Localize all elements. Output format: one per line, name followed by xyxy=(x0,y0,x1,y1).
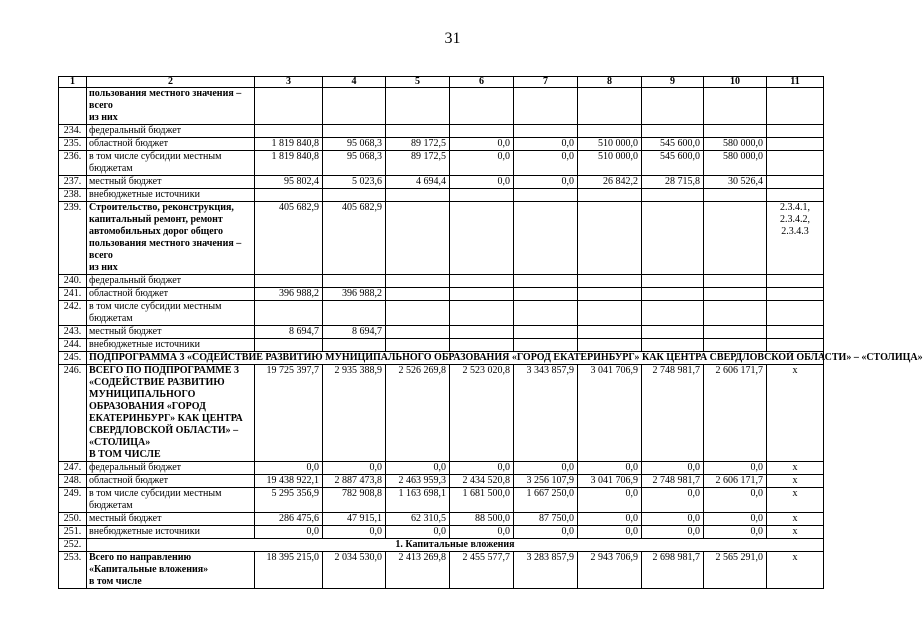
value-cell: 2 606 171,7 xyxy=(704,475,767,488)
row-label: федеральный бюджет xyxy=(87,125,255,138)
header-cell: 8 xyxy=(578,77,642,88)
row-number: 243. xyxy=(59,326,87,339)
value-cell: 0,0 xyxy=(642,488,704,513)
value-cell xyxy=(642,288,704,301)
row-label: федеральный бюджет xyxy=(87,462,255,475)
value-cell: 2 943 706,9 xyxy=(578,552,642,589)
value-cell xyxy=(323,88,386,125)
value-cell: 0,0 xyxy=(323,462,386,475)
value-cell xyxy=(767,326,824,339)
value-cell xyxy=(767,301,824,326)
row-label: в том числе субсидии местным бюджетам xyxy=(87,301,255,326)
value-cell: 88 500,0 xyxy=(450,513,514,526)
value-cell: 2 698 981,7 xyxy=(642,552,704,589)
value-cell: 3 041 706,9 xyxy=(578,365,642,462)
value-cell xyxy=(514,275,578,288)
value-cell: 0,0 xyxy=(514,138,578,151)
value-cell: 1 163 698,1 xyxy=(386,488,450,513)
value-cell xyxy=(386,339,450,352)
value-cell: 89 172,5 xyxy=(386,138,450,151)
header-cell: 7 xyxy=(514,77,578,88)
value-cell xyxy=(704,339,767,352)
row-number: 252. xyxy=(59,539,87,552)
value-cell xyxy=(255,189,323,202)
value-cell: 405 682,9 xyxy=(255,202,323,275)
value-cell xyxy=(514,88,578,125)
row-label: местный бюджет xyxy=(87,176,255,189)
value-cell: 510 000,0 xyxy=(578,151,642,176)
table-row xyxy=(59,326,824,339)
value-cell: 8 694,7 xyxy=(323,326,386,339)
value-cell: х xyxy=(767,526,824,539)
value-cell xyxy=(386,125,450,138)
row-label: в том числе субсидии местным бюджетам xyxy=(87,488,255,513)
value-cell: 18 395 215,0 xyxy=(255,552,323,589)
value-cell xyxy=(704,288,767,301)
header-cell: 10 xyxy=(704,77,767,88)
value-cell: 19 725 397,7 xyxy=(255,365,323,462)
value-cell: 545 600,0 xyxy=(642,151,704,176)
value-cell xyxy=(578,288,642,301)
value-cell xyxy=(578,326,642,339)
value-cell: 3 343 857,9 xyxy=(514,365,578,462)
value-cell: 87 750,0 xyxy=(514,513,578,526)
value-cell xyxy=(386,326,450,339)
row-label: областной бюджет xyxy=(87,475,255,488)
value-cell: 1 819 840,8 xyxy=(255,138,323,151)
row-number: 239. xyxy=(59,202,87,275)
value-cell: 30 526,4 xyxy=(704,176,767,189)
value-cell: х xyxy=(767,365,824,462)
value-cell: 2 434 520,8 xyxy=(450,475,514,488)
row-number: 251. xyxy=(59,526,87,539)
value-cell xyxy=(386,202,450,275)
value-cell xyxy=(514,326,578,339)
value-cell xyxy=(323,189,386,202)
row-number: 236. xyxy=(59,151,87,176)
row-label: Строительство, реконструкция, капитальный ремонт, ремонт автомобильных дорог общего пользования местного значения – всего из них xyxy=(87,202,255,275)
value-cell: 95 068,3 xyxy=(323,151,386,176)
table-row xyxy=(59,552,824,589)
value-cell xyxy=(578,275,642,288)
table-row xyxy=(59,176,824,189)
value-cell xyxy=(578,202,642,275)
value-cell: 1 681 500,0 xyxy=(450,488,514,513)
row-number: 238. xyxy=(59,189,87,202)
row-number: 242. xyxy=(59,301,87,326)
value-cell: 0,0 xyxy=(642,462,704,475)
value-cell xyxy=(642,301,704,326)
row-label: областной бюджет xyxy=(87,138,255,151)
value-cell: 2 455 577,7 xyxy=(450,552,514,589)
value-cell xyxy=(642,275,704,288)
table-row xyxy=(59,339,824,352)
value-cell xyxy=(450,339,514,352)
value-cell xyxy=(386,275,450,288)
value-cell: 396 988,2 xyxy=(255,288,323,301)
value-cell: 47 915,1 xyxy=(323,513,386,526)
value-cell xyxy=(767,176,824,189)
value-cell: 89 172,5 xyxy=(386,151,450,176)
value-cell xyxy=(642,339,704,352)
value-cell xyxy=(704,202,767,275)
value-cell: 2 413 269,8 xyxy=(386,552,450,589)
value-cell xyxy=(578,339,642,352)
value-cell: 28 715,8 xyxy=(642,176,704,189)
table-row xyxy=(59,189,824,202)
value-cell: 0,0 xyxy=(514,462,578,475)
value-cell: 0,0 xyxy=(514,176,578,189)
row-number: 240. xyxy=(59,275,87,288)
value-cell xyxy=(450,88,514,125)
value-cell xyxy=(255,275,323,288)
header-cell: 6 xyxy=(450,77,514,88)
value-cell: 95 802,4 xyxy=(255,176,323,189)
header-cell: 3 xyxy=(255,77,323,88)
value-cell xyxy=(255,88,323,125)
header-cell: 9 xyxy=(642,77,704,88)
value-cell xyxy=(386,301,450,326)
row-label: 1. Капитальные вложения xyxy=(87,539,824,552)
value-cell xyxy=(578,88,642,125)
value-cell xyxy=(642,88,704,125)
header-cell: 4 xyxy=(323,77,386,88)
value-cell: 510 000,0 xyxy=(578,138,642,151)
value-cell xyxy=(450,288,514,301)
value-cell: 0,0 xyxy=(578,513,642,526)
value-cell: 0,0 xyxy=(386,462,450,475)
row-label: ПОДПРОГРАММА 3 «СОДЕЙСТВИЕ РАЗВИТИЮ МУНИЦИПАЛЬНОГО ОБРАЗОВАНИЯ «ГОРОД ЕКАТЕРИНБУРГ» КАК ЦЕНТРА СВЕРДЛОВСКОЙ ОБЛАСТИ» – «СТОЛИЦА» xyxy=(87,352,824,365)
value-cell: 0,0 xyxy=(578,488,642,513)
value-cell xyxy=(514,339,578,352)
value-cell: х xyxy=(767,552,824,589)
table-row xyxy=(59,365,824,462)
table-row xyxy=(59,462,824,475)
value-cell: 26 842,2 xyxy=(578,176,642,189)
value-cell: 0,0 xyxy=(642,513,704,526)
value-cell: 580 000,0 xyxy=(704,138,767,151)
table-row xyxy=(59,513,824,526)
value-cell xyxy=(514,189,578,202)
value-cell: 0,0 xyxy=(450,462,514,475)
value-cell: 0,0 xyxy=(386,526,450,539)
value-cell xyxy=(386,288,450,301)
table-body xyxy=(59,76,923,589)
value-cell: 0,0 xyxy=(704,526,767,539)
value-cell: 4 694,4 xyxy=(386,176,450,189)
table-row xyxy=(59,88,824,125)
value-cell xyxy=(767,151,824,176)
value-cell: 0,0 xyxy=(642,526,704,539)
value-cell: 782 908,8 xyxy=(323,488,386,513)
value-cell: 580 000,0 xyxy=(704,151,767,176)
value-cell xyxy=(767,189,824,202)
value-cell xyxy=(255,339,323,352)
value-cell xyxy=(323,339,386,352)
value-cell: 1 819 840,8 xyxy=(255,151,323,176)
value-cell xyxy=(642,125,704,138)
value-cell: 2 606 171,7 xyxy=(704,365,767,462)
value-cell: 1 667 250,0 xyxy=(514,488,578,513)
table-row xyxy=(59,301,824,326)
value-cell xyxy=(450,202,514,275)
value-cell: 0,0 xyxy=(255,526,323,539)
value-cell xyxy=(767,339,824,352)
row-number: 245. xyxy=(59,352,87,365)
value-cell xyxy=(323,275,386,288)
value-cell: 2 463 959,3 xyxy=(386,475,450,488)
table-row xyxy=(59,125,824,138)
value-cell: 0,0 xyxy=(450,138,514,151)
value-cell xyxy=(255,125,323,138)
row-label: Всего по направлению «Капитальные вложения» в том числе xyxy=(87,552,255,589)
value-cell: 286 475,6 xyxy=(255,513,323,526)
value-cell: 545 600,0 xyxy=(642,138,704,151)
table-row xyxy=(59,352,824,365)
table-row xyxy=(59,138,824,151)
value-cell: х xyxy=(767,513,824,526)
value-cell xyxy=(767,88,824,125)
value-cell xyxy=(323,301,386,326)
value-cell xyxy=(578,189,642,202)
value-cell xyxy=(642,202,704,275)
value-cell xyxy=(450,275,514,288)
table-row xyxy=(59,488,824,513)
table-row xyxy=(59,202,824,275)
header-cell: 2 xyxy=(87,77,255,88)
value-cell: 2.3.4.1, 2.3.4.2, 2.3.4.3 xyxy=(767,202,824,275)
value-cell: 0,0 xyxy=(255,462,323,475)
value-cell xyxy=(704,275,767,288)
row-number: 246. xyxy=(59,365,87,462)
value-cell: 0,0 xyxy=(704,513,767,526)
value-cell xyxy=(514,125,578,138)
row-number: 241. xyxy=(59,288,87,301)
row-label: ВСЕГО ПО ПОДПРОГРАММЕ 3 «СОДЕЙСТВИЕ РАЗВИТИЮ МУНИЦИПАЛЬНОГО ОБРАЗОВАНИЯ «ГОРОД ЕКАТЕРИНБУРГ» КАК ЦЕНТРА СВЕРДЛОВСКОЙ ОБЛАСТИ» – «СТОЛИЦА» В ТОМ ЧИСЛЕ xyxy=(87,365,255,462)
table-row xyxy=(59,288,824,301)
value-cell: 0,0 xyxy=(704,488,767,513)
value-cell xyxy=(767,125,824,138)
value-cell: 5 295 356,9 xyxy=(255,488,323,513)
row-number: 248. xyxy=(59,475,87,488)
budget-table xyxy=(58,76,923,589)
value-cell: 0,0 xyxy=(514,151,578,176)
row-number: 244. xyxy=(59,339,87,352)
value-cell xyxy=(386,189,450,202)
value-cell: 0,0 xyxy=(578,462,642,475)
value-cell: 62 310,5 xyxy=(386,513,450,526)
value-cell xyxy=(323,125,386,138)
value-cell: 3 283 857,9 xyxy=(514,552,578,589)
value-cell: 2 935 388,9 xyxy=(323,365,386,462)
value-cell xyxy=(767,138,824,151)
value-cell: 2 034 530,0 xyxy=(323,552,386,589)
row-label: федеральный бюджет xyxy=(87,275,255,288)
row-number: 247. xyxy=(59,462,87,475)
header-cell: 1 xyxy=(59,77,87,88)
value-cell xyxy=(514,288,578,301)
row-label: в том числе субсидии местным бюджетам xyxy=(87,151,255,176)
row-label: местный бюджет xyxy=(87,513,255,526)
table-row xyxy=(59,151,824,176)
row-label: внебюджетные источники xyxy=(87,526,255,539)
value-cell xyxy=(704,326,767,339)
value-cell xyxy=(450,301,514,326)
value-cell: х xyxy=(767,462,824,475)
value-cell xyxy=(578,125,642,138)
value-cell: 2 565 291,0 xyxy=(704,552,767,589)
value-cell xyxy=(642,326,704,339)
value-cell: 95 068,3 xyxy=(323,138,386,151)
value-cell xyxy=(386,88,450,125)
value-cell: 2 748 981,7 xyxy=(642,365,704,462)
page-number: 31 xyxy=(444,30,461,47)
row-label: пользования местного значения – всего из них xyxy=(87,88,255,125)
row-label: местный бюджет xyxy=(87,326,255,339)
value-cell: 2 748 981,7 xyxy=(642,475,704,488)
value-cell xyxy=(514,202,578,275)
value-cell xyxy=(767,275,824,288)
value-cell xyxy=(450,326,514,339)
value-cell xyxy=(704,125,767,138)
row-number: 234. xyxy=(59,125,87,138)
value-cell xyxy=(450,125,514,138)
row-label: внебюджетные источники xyxy=(87,189,255,202)
row-number: 253. xyxy=(59,552,87,589)
row-number: 235. xyxy=(59,138,87,151)
value-cell: х xyxy=(767,475,824,488)
row-label: внебюджетные источники xyxy=(87,339,255,352)
value-cell xyxy=(642,189,704,202)
value-cell: 8 694,7 xyxy=(255,326,323,339)
value-cell: 0,0 xyxy=(323,526,386,539)
row-label: областной бюджет xyxy=(87,288,255,301)
value-cell: 19 438 922,1 xyxy=(255,475,323,488)
row-number: 237. xyxy=(59,176,87,189)
header-row xyxy=(59,77,824,88)
value-cell: 5 023,6 xyxy=(323,176,386,189)
value-cell: 0,0 xyxy=(450,176,514,189)
value-cell: х xyxy=(767,488,824,513)
value-cell: 396 988,2 xyxy=(323,288,386,301)
value-cell xyxy=(578,301,642,326)
value-cell xyxy=(767,288,824,301)
value-cell: 0,0 xyxy=(450,151,514,176)
value-cell: 2 526 269,8 xyxy=(386,365,450,462)
value-cell xyxy=(514,301,578,326)
table-row xyxy=(59,475,824,488)
value-cell: 2 887 473,8 xyxy=(323,475,386,488)
value-cell: 3 041 706,9 xyxy=(578,475,642,488)
value-cell: 0,0 xyxy=(514,526,578,539)
table-row xyxy=(59,526,824,539)
value-cell: 0,0 xyxy=(578,526,642,539)
row-number: 249. xyxy=(59,488,87,513)
value-cell xyxy=(450,189,514,202)
value-cell: 0,0 xyxy=(450,526,514,539)
value-cell: 3 256 107,9 xyxy=(514,475,578,488)
row-number: 250. xyxy=(59,513,87,526)
value-cell xyxy=(255,301,323,326)
value-cell: 405 682,9 xyxy=(323,202,386,275)
table-row xyxy=(59,275,824,288)
value-cell: 2 523 020,8 xyxy=(450,365,514,462)
value-cell: 0,0 xyxy=(704,462,767,475)
value-cell xyxy=(704,189,767,202)
table-row xyxy=(59,539,824,552)
header-cell: 11 xyxy=(767,77,824,88)
value-cell xyxy=(704,88,767,125)
value-cell xyxy=(704,301,767,326)
header-cell: 5 xyxy=(386,77,450,88)
row-number xyxy=(59,88,87,125)
